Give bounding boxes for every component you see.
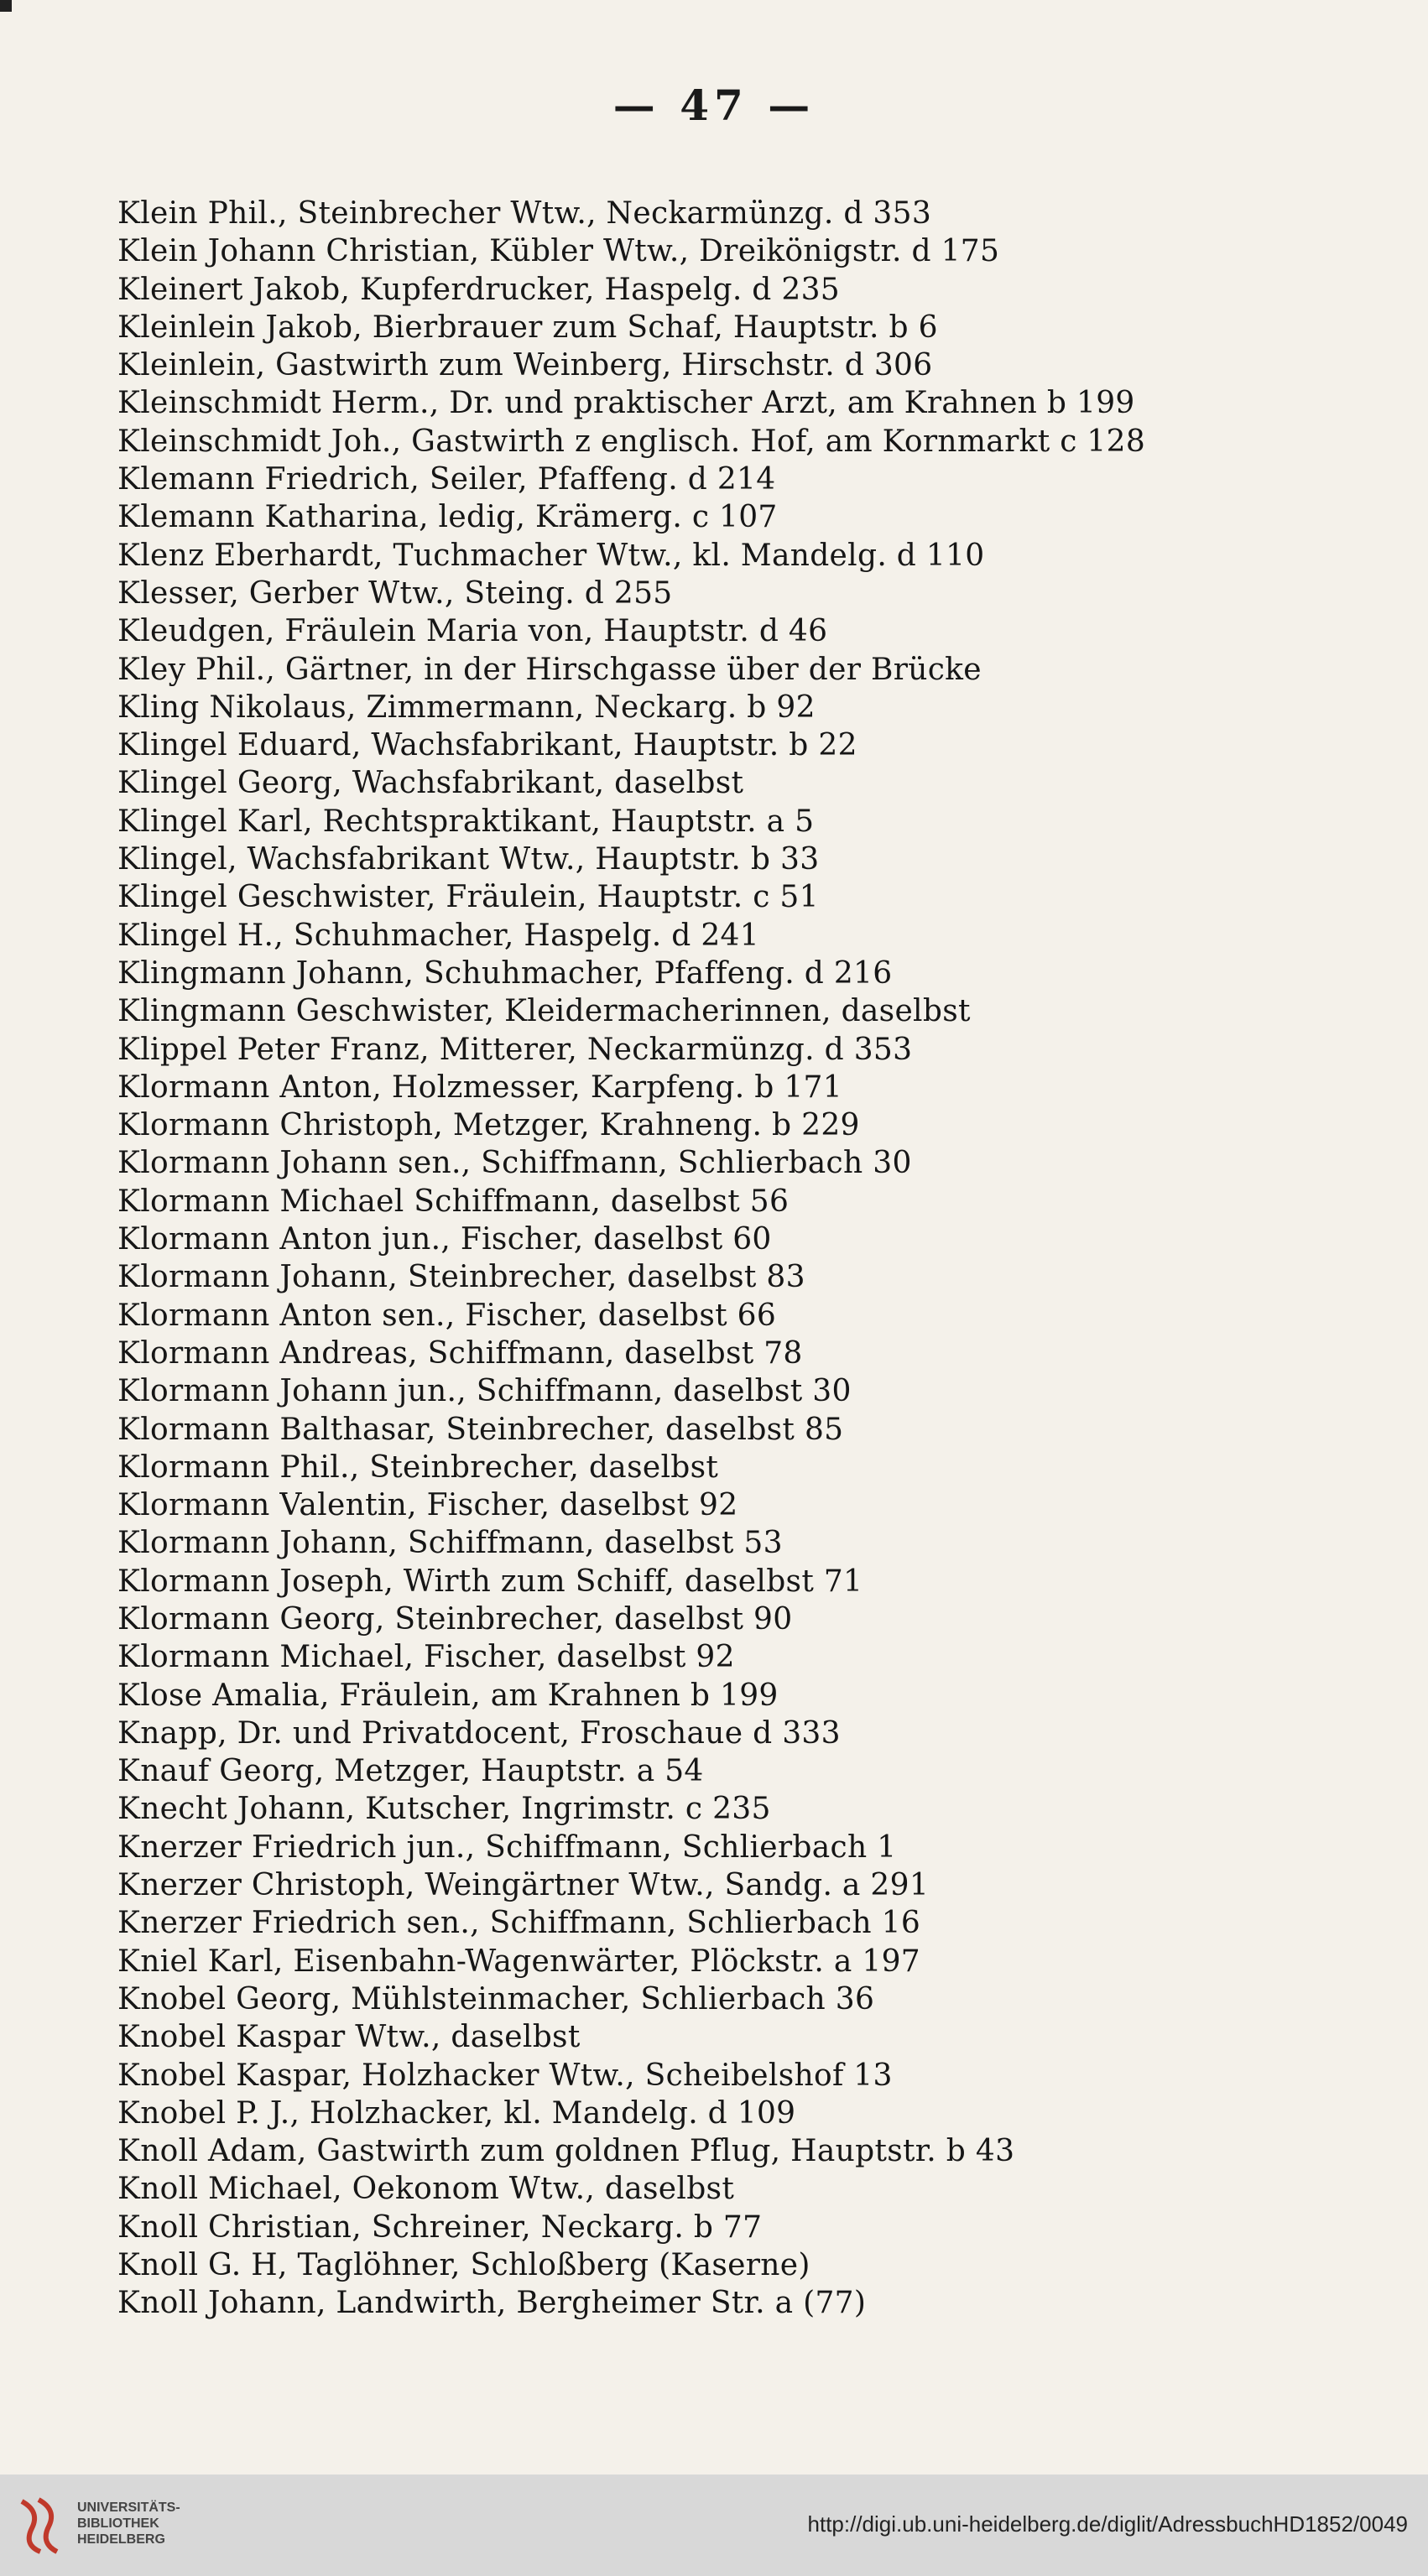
library-name-line: UNIVERSITÄTS- — [77, 2501, 180, 2515]
directory-entry: Klormann Joseph, Wirth zum Schiff, daselbst 71 — [117, 1564, 863, 1599]
scan-edge-mark — [0, 0, 12, 12]
directory-entry: Klein Johann Christian, Kübler Wtw., Dreikönigstr. d 175 — [117, 234, 1000, 269]
directory-entry: Kling Nikolaus, Zimmermann, Neckarg. b 92 — [117, 690, 816, 725]
library-name-line: HEIDELBERG — [77, 2532, 165, 2547]
directory-entry: Klose Amalia, Fräulein, am Krahnen b 199 — [117, 1678, 779, 1713]
directory-entry: Knerzer Friedrich jun., Schiffmann, Schlierbach 1 — [117, 1829, 897, 1865]
directory-entry: Klormann Andreas, Schiffmann, daselbst 78 — [117, 1335, 803, 1371]
directory-entry: Knoll Michael, Oekonom Wtw., daselbst — [117, 2172, 735, 2207]
directory-entry: Klormann Johann sen., Schiffmann, Schlierbach 30 — [117, 1146, 912, 1181]
directory-entry: Knerzer Christoph, Weingärtner Wtw., Sandg. a 291 — [117, 1868, 930, 1903]
directory-entry: Kley Phil., Gärtner, in der Hirschgasse über der Brücke — [117, 652, 982, 687]
directory-entry: Klormann Valentin, Fischer, daselbst 92 — [117, 1488, 738, 1523]
directory-entry: Klingel Eduard, Wachsfabrikant, Hauptstr. b 22 — [117, 728, 857, 763]
directory-entry: Klormann Georg, Steinbrecher, daselbst 90 — [117, 1601, 793, 1637]
directory-entry: Klormann Anton sen., Fischer, daselbst 66 — [117, 1298, 777, 1333]
university-library-logo-icon — [15, 2495, 64, 2557]
directory-entry: Klingel Geschwister, Fräulein, Hauptstr. c 51 — [117, 880, 819, 915]
directory-entry: Klingmann Geschwister, Kleidermacherinnen, daselbst — [117, 994, 971, 1029]
directory-entry: Klormann Michael, Fischer, daselbst 92 — [117, 1640, 735, 1675]
directory-entry: Knerzer Friedrich sen., Schiffmann, Schlierbach 16 — [117, 1906, 921, 1941]
directory-entry: Kleinlein, Gastwirth zum Weinberg, Hirschstr. d 306 — [117, 348, 933, 383]
directory-entry: Klein Phil., Steinbrecher Wtw., Neckarmünzg. d 353 — [117, 196, 932, 231]
directory-entry-list — [117, 195, 1309, 2323]
directory-entry: Klormann Johann jun., Schiffmann, daselbst 30 — [117, 1374, 852, 1409]
directory-entry: Klormann Phil., Steinbrecher, daselbst — [117, 1449, 719, 1485]
directory-entry: Kleudgen, Fräulein Maria von, Hauptstr. d 46 — [117, 614, 828, 649]
directory-entry: Kniel Karl, Eisenbahn-Wagenwärter, Plöckstr. a 197 — [117, 1944, 921, 1979]
directory-entry: Knecht Johann, Kutscher, Ingrimstr. c 235 — [117, 1792, 771, 1827]
directory-entry: Knobel Kaspar, Holzhacker Wtw., Scheibelshof 13 — [117, 2058, 893, 2093]
directory-entry: Klemann Katharina, ledig, Krämerg. c 107 — [117, 500, 778, 535]
directory-entry: Kleinschmidt Herm., Dr. und praktischer Arzt, am Krahnen b 199 — [117, 386, 1135, 421]
library-name-line: BIBLIOTHEK — [77, 2516, 159, 2531]
footer-bar — [0, 2475, 1428, 2576]
directory-entry: Knobel Kaspar Wtw., daselbst — [117, 2020, 581, 2055]
directory-entry: Kleinlein Jakob, Bierbrauer zum Schaf, Hauptstr. b 6 — [117, 310, 938, 345]
directory-entry: Klormann Balthasar, Steinbrecher, daselbst 85 — [117, 1412, 844, 1447]
page-number: — 47 — — [612, 81, 816, 130]
directory-entry: Klemann Friedrich, Seiler, Pfaffeng. d 214 — [117, 462, 776, 497]
directory-entry: Klormann Johann, Schiffmann, daselbst 53 — [117, 1526, 783, 1561]
directory-entry: Knoll Christian, Schreiner, Neckarg. b 77 — [117, 2209, 763, 2245]
directory-entry: Klormann Anton jun., Fischer, daselbst 60 — [117, 1222, 772, 1257]
directory-entry: Klingel Georg, Wachsfabrikant, daselbst — [117, 766, 744, 801]
directory-entry: Klenz Eberhardt, Tuchmacher Wtw., kl. Mandelg. d 110 — [117, 538, 985, 573]
directory-entry: Klingel, Wachsfabrikant Wtw., Hauptstr. b 33 — [117, 842, 820, 877]
directory-entry: Klingel Karl, Rechtspraktikant, Hauptstr. a 5 — [117, 804, 815, 839]
directory-entry: Knoll G. H, Taglöhner, Schloßberg (Kaserne) — [117, 2248, 810, 2283]
directory-entry: Klormann Christoph, Metzger, Krahneng. b 229 — [117, 1108, 860, 1143]
directory-entry: Klormann Johann, Steinbrecher, daselbst 83 — [117, 1260, 805, 1295]
directory-entry: Knapp, Dr. und Privatdocent, Froschaue d 333 — [117, 1715, 841, 1751]
library-name — [77, 2500, 245, 2547]
directory-entry: Klormann Michael Schiffmann, daselbst 56 — [117, 1184, 790, 1219]
directory-entry: Knauf Georg, Metzger, Hauptstr. a 54 — [117, 1754, 704, 1789]
directory-entry: Klingel H., Schuhmacher, Haspelg. d 241 — [117, 918, 759, 953]
directory-entry: Klingmann Johann, Schuhmacher, Pfaffeng. d 216 — [117, 955, 893, 991]
directory-entry: Knobel Georg, Mühlsteinmacher, Schlierbach 36 — [117, 1981, 875, 2017]
directory-entry: Knoll Adam, Gastwirth zum goldnen Pflug, Hauptstr. b 43 — [117, 2134, 1015, 2169]
directory-entry: Klesser, Gerber Wtw., Steing. d 255 — [117, 575, 673, 611]
directory-entry: Knobel P. J., Holzhacker, kl. Mandelg. d 109 — [117, 2095, 796, 2131]
directory-entry: Klippel Peter Franz, Mitterer, Neckarmünzg. d 353 — [117, 1032, 913, 1067]
directory-entry: Kleinert Jakob, Kupferdrucker, Haspelg. d 235 — [117, 272, 841, 307]
directory-entry: Klormann Anton, Holzmesser, Karpfeng. b 171 — [117, 1069, 842, 1105]
directory-entry: Knoll Johann, Landwirth, Bergheimer Str. a (77) — [117, 2286, 867, 2321]
directory-entry: Kleinschmidt Joh., Gastwirth z englisch. Hof, am Kornmarkt c 128 — [117, 424, 1146, 459]
digital-copy-url-link[interactable]: http://digi.ub.uni-heidelberg.de/diglit/AdressbuchHD1852/0049 — [807, 2511, 1408, 2537]
